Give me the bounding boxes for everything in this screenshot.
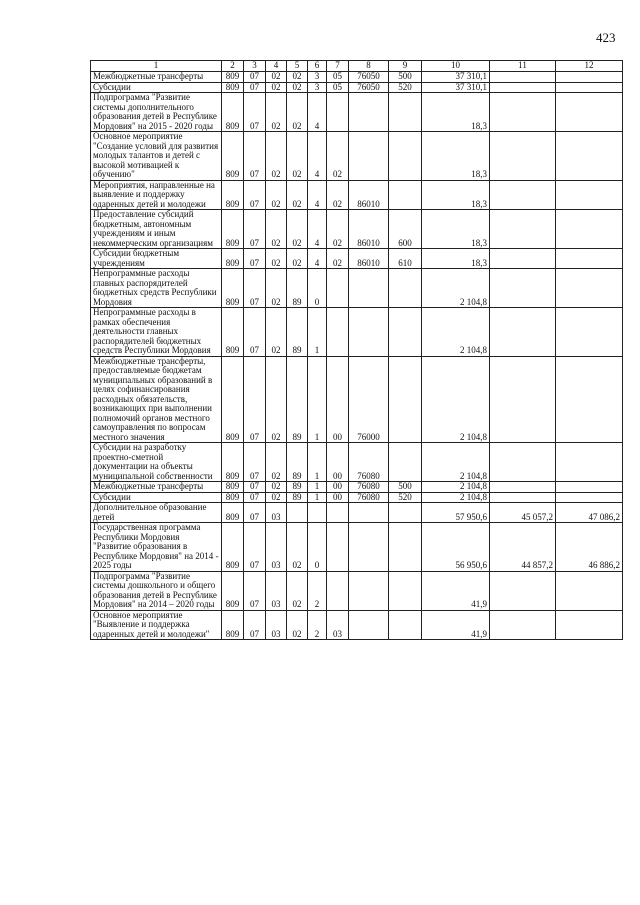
code-event	[327, 571, 349, 610]
code-ministry: 809	[222, 356, 244, 443]
code-expense-type	[389, 610, 422, 640]
code-direction	[349, 308, 389, 357]
code-program: 89	[287, 443, 308, 482]
code-ministry: 809	[222, 93, 244, 132]
amount-col12	[556, 93, 623, 132]
code-subsection: 03	[266, 523, 287, 572]
amount-col12	[556, 249, 623, 269]
table-row	[91, 523, 623, 572]
table-row	[91, 571, 623, 610]
amount-col12	[556, 180, 623, 210]
row-name: Непрограммные расходы в рамках обеспечения деятельности главных распорядителей бюджетных средств Республики Мордовия	[91, 308, 222, 357]
code-event: 00	[327, 492, 349, 503]
amount-col11	[490, 132, 556, 181]
code-section: 07	[244, 482, 266, 493]
amount-col12	[556, 72, 623, 83]
col-header: 12	[556, 61, 623, 72]
code-ministry: 809	[222, 210, 244, 249]
col-header: 7	[327, 61, 349, 72]
table-row	[91, 249, 623, 269]
code-direction	[349, 523, 389, 572]
code-expense-type	[389, 93, 422, 132]
col-header: 8	[349, 61, 389, 72]
code-direction	[349, 132, 389, 181]
amount-col11	[490, 443, 556, 482]
code-section: 07	[244, 93, 266, 132]
code-ministry: 809	[222, 482, 244, 493]
code-section: 07	[244, 610, 266, 640]
amount-col10: 2 104,8	[422, 443, 490, 482]
amount-col12	[556, 210, 623, 249]
code-program: 89	[287, 482, 308, 493]
code-expense-type	[389, 308, 422, 357]
col-header: 11	[490, 61, 556, 72]
amount-col11	[490, 610, 556, 640]
code-subprogram: 4	[308, 132, 327, 181]
row-name: Подпрограмма "Развитие системы дополнительного образования детей в Республике Мордовия" на 2015 - 2020 годы	[91, 93, 222, 132]
code-subprogram: 1	[308, 482, 327, 493]
code-subsection: 02	[266, 72, 287, 83]
amount-col11	[490, 571, 556, 610]
code-event: 00	[327, 443, 349, 482]
amount-col10: 2 104,8	[422, 482, 490, 493]
amount-col11	[490, 180, 556, 210]
code-subsection: 03	[266, 503, 287, 523]
row-name: Субсидии на разработку проектно-сметной документации на объекты муниципальной собственности	[91, 443, 222, 482]
code-subprogram: 0	[308, 269, 327, 308]
budget-table	[90, 60, 623, 640]
code-event: 00	[327, 356, 349, 443]
code-section: 07	[244, 180, 266, 210]
code-subprogram: 1	[308, 443, 327, 482]
code-ministry: 809	[222, 610, 244, 640]
code-subsection: 02	[266, 210, 287, 249]
amount-col10: 18,3	[422, 180, 490, 210]
amount-col12	[556, 356, 623, 443]
code-subsection: 02	[266, 93, 287, 132]
code-direction: 76080	[349, 482, 389, 493]
code-subsection: 03	[266, 571, 287, 610]
code-ministry: 809	[222, 82, 244, 93]
row-name: Основное мероприятие "Создание условий для развития молодых талантов и детей с высокой мотивацией к обучению"	[91, 132, 222, 181]
code-program: 02	[287, 82, 308, 93]
col-header: 3	[244, 61, 266, 72]
code-direction: 76000	[349, 356, 389, 443]
amount-col12	[556, 269, 623, 308]
row-name: Мероприятия, направленные на выявление и поддержку одаренных детей и молодежи	[91, 180, 222, 210]
code-direction: 86010	[349, 210, 389, 249]
col-header: 2	[222, 61, 244, 72]
code-program: 02	[287, 180, 308, 210]
code-event: 02	[327, 210, 349, 249]
amount-col10: 2 104,8	[422, 492, 490, 503]
code-subprogram: 4	[308, 210, 327, 249]
code-event: 03	[327, 610, 349, 640]
code-subprogram: 3	[308, 82, 327, 93]
amount-col11	[490, 210, 556, 249]
amount-col10: 37 310,1	[422, 72, 490, 83]
code-ministry: 809	[222, 492, 244, 503]
code-subsection: 02	[266, 492, 287, 503]
amount-col10: 57 950,6	[422, 503, 490, 523]
amount-col11	[490, 308, 556, 357]
amount-col11	[490, 482, 556, 493]
amount-col10: 56 950,6	[422, 523, 490, 572]
code-section: 07	[244, 356, 266, 443]
code-expense-type	[389, 269, 422, 308]
code-subsection: 03	[266, 610, 287, 640]
code-program: 02	[287, 523, 308, 572]
amount-col12: 47 086,2	[556, 503, 623, 523]
code-section: 07	[244, 492, 266, 503]
code-direction	[349, 610, 389, 640]
amount-col12	[556, 308, 623, 357]
code-event	[327, 308, 349, 357]
code-program: 02	[287, 72, 308, 83]
code-event: 02	[327, 180, 349, 210]
row-name: Субсидии	[91, 492, 222, 503]
amount-col10: 2 104,8	[422, 269, 490, 308]
code-event: 02	[327, 249, 349, 269]
code-event: 00	[327, 482, 349, 493]
amount-col11: 44 857,2	[490, 523, 556, 572]
amount-col11	[490, 269, 556, 308]
table-row	[91, 356, 623, 443]
code-subprogram: 2	[308, 610, 327, 640]
table-row	[91, 269, 623, 308]
code-ministry: 809	[222, 523, 244, 572]
code-section: 07	[244, 503, 266, 523]
amount-col10: 18,3	[422, 210, 490, 249]
table-row	[91, 132, 623, 181]
code-ministry: 809	[222, 72, 244, 83]
code-section: 07	[244, 210, 266, 249]
table-row	[91, 443, 623, 482]
row-name: Основное мероприятие "Выявление и поддержка одаренных детей и молодежи"	[91, 610, 222, 640]
row-name: Подпрограмма "Развитие системы дошкольного и общего образования детей в Республике Мордовия" на 2014 – 2020 годы	[91, 571, 222, 610]
code-direction: 76080	[349, 443, 389, 482]
code-direction	[349, 269, 389, 308]
code-direction: 86010	[349, 249, 389, 269]
code-subsection: 02	[266, 82, 287, 93]
code-subprogram: 4	[308, 249, 327, 269]
row-name: Субсидии	[91, 82, 222, 93]
code-direction: 76080	[349, 492, 389, 503]
code-section: 07	[244, 308, 266, 357]
table-row	[91, 610, 623, 640]
code-event	[327, 523, 349, 572]
code-expense-type	[389, 132, 422, 181]
code-event	[327, 93, 349, 132]
code-subprogram: 3	[308, 72, 327, 83]
amount-col10: 2 104,8	[422, 308, 490, 357]
code-ministry: 809	[222, 308, 244, 357]
table-row	[91, 72, 623, 83]
amount-col11: 45 057,2	[490, 503, 556, 523]
code-expense-type	[389, 571, 422, 610]
code-program: 89	[287, 308, 308, 357]
code-direction: 76050	[349, 82, 389, 93]
table-row	[91, 492, 623, 503]
page-number: 423	[596, 30, 616, 45]
code-program: 02	[287, 610, 308, 640]
amount-col11	[490, 82, 556, 93]
amount-col11	[490, 249, 556, 269]
code-subprogram: 0	[308, 523, 327, 572]
amount-col10: 41,9	[422, 610, 490, 640]
code-program: 02	[287, 93, 308, 132]
header-row	[91, 61, 623, 72]
row-name: Межбюджетные трансферты	[91, 482, 222, 493]
table-row	[91, 93, 623, 132]
col-header: 5	[287, 61, 308, 72]
code-program: 89	[287, 492, 308, 503]
code-direction	[349, 93, 389, 132]
code-event	[327, 503, 349, 523]
amount-col10: 18,3	[422, 249, 490, 269]
code-expense-type: 520	[389, 492, 422, 503]
code-subsection: 02	[266, 308, 287, 357]
col-header: 4	[266, 61, 287, 72]
amount-col12	[556, 492, 623, 503]
code-subsection: 02	[266, 356, 287, 443]
code-direction	[349, 503, 389, 523]
code-subprogram: 4	[308, 180, 327, 210]
table-row	[91, 180, 623, 210]
code-ministry: 809	[222, 132, 244, 181]
amount-col12	[556, 610, 623, 640]
row-name: Непрограммные расходы главных распорядителей бюджетных средств Республики Мордовия	[91, 269, 222, 308]
col-header: 10	[422, 61, 490, 72]
code-event	[327, 269, 349, 308]
code-ministry: 809	[222, 571, 244, 610]
col-header: 6	[308, 61, 327, 72]
code-event: 05	[327, 82, 349, 93]
amount-col10: 18,3	[422, 93, 490, 132]
row-name: Межбюджетные трансферты, предоставляемые бюджетам муниципальных образований в целях софинансирования расходных обязательств, возникающих при выполнении полномочий органов местного самоуправления по вопросам местного значения	[91, 356, 222, 443]
table-row	[91, 82, 623, 93]
code-subsection: 02	[266, 443, 287, 482]
code-expense-type	[389, 523, 422, 572]
code-event: 05	[327, 72, 349, 83]
code-subsection: 02	[266, 180, 287, 210]
code-subsection: 02	[266, 482, 287, 493]
code-ministry: 809	[222, 503, 244, 523]
row-name: Дополнительное образование детей	[91, 503, 222, 523]
code-expense-type	[389, 180, 422, 210]
row-name: Субсидии бюджетным учреждениям	[91, 249, 222, 269]
row-name: Предоставление субсидий бюджетным, автономным учреждениям и иным некоммерческим организациям	[91, 210, 222, 249]
amount-col12	[556, 82, 623, 93]
code-expense-type: 500	[389, 482, 422, 493]
code-subprogram: 2	[308, 571, 327, 610]
code-direction	[349, 571, 389, 610]
row-name: Межбюджетные трансферты	[91, 72, 222, 83]
table-row	[91, 482, 623, 493]
code-section: 07	[244, 523, 266, 572]
code-subprogram	[308, 503, 327, 523]
code-program: 02	[287, 210, 308, 249]
amount-col11	[490, 93, 556, 132]
amount-col11	[490, 356, 556, 443]
amount-col10: 2 104,8	[422, 356, 490, 443]
table-row	[91, 210, 623, 249]
amount-col12	[556, 482, 623, 493]
table-row	[91, 503, 623, 523]
code-expense-type	[389, 503, 422, 523]
code-direction: 76050	[349, 72, 389, 83]
code-subsection: 02	[266, 269, 287, 308]
code-ministry: 809	[222, 249, 244, 269]
code-expense-type: 610	[389, 249, 422, 269]
code-expense-type: 520	[389, 82, 422, 93]
amount-col12: 46 886,2	[556, 523, 623, 572]
code-subprogram: 1	[308, 308, 327, 357]
code-section: 07	[244, 571, 266, 610]
amount-col12	[556, 443, 623, 482]
code-section: 07	[244, 72, 266, 83]
amount-col10: 41,9	[422, 571, 490, 610]
code-ministry: 809	[222, 180, 244, 210]
row-name: Государственная программа Республики Мордовия "Развитие образования в Республике Мордовия" на 2014 - 2025 годы	[91, 523, 222, 572]
code-expense-type: 600	[389, 210, 422, 249]
code-program	[287, 503, 308, 523]
code-program: 02	[287, 249, 308, 269]
code-expense-type: 500	[389, 72, 422, 83]
code-subprogram: 1	[308, 492, 327, 503]
code-section: 07	[244, 269, 266, 308]
code-subsection: 02	[266, 249, 287, 269]
code-section: 07	[244, 82, 266, 93]
code-ministry: 809	[222, 443, 244, 482]
code-ministry: 809	[222, 269, 244, 308]
amount-col10: 37 310,1	[422, 82, 490, 93]
code-subprogram: 1	[308, 356, 327, 443]
amount-col10: 18,3	[422, 132, 490, 181]
code-section: 07	[244, 443, 266, 482]
table-row	[91, 308, 623, 357]
col-header: 9	[389, 61, 422, 72]
amount-col12	[556, 571, 623, 610]
col-header: 1	[91, 61, 222, 72]
amount-col12	[556, 132, 623, 181]
code-event: 02	[327, 132, 349, 181]
code-expense-type	[389, 356, 422, 443]
code-subsection: 02	[266, 132, 287, 181]
code-program: 02	[287, 571, 308, 610]
code-section: 07	[244, 249, 266, 269]
code-direction: 86010	[349, 180, 389, 210]
amount-col11	[490, 492, 556, 503]
code-expense-type	[389, 443, 422, 482]
code-program: 89	[287, 269, 308, 308]
code-section: 07	[244, 132, 266, 181]
amount-col11	[490, 72, 556, 83]
code-program: 02	[287, 132, 308, 181]
code-program: 89	[287, 356, 308, 443]
code-subprogram: 4	[308, 93, 327, 132]
